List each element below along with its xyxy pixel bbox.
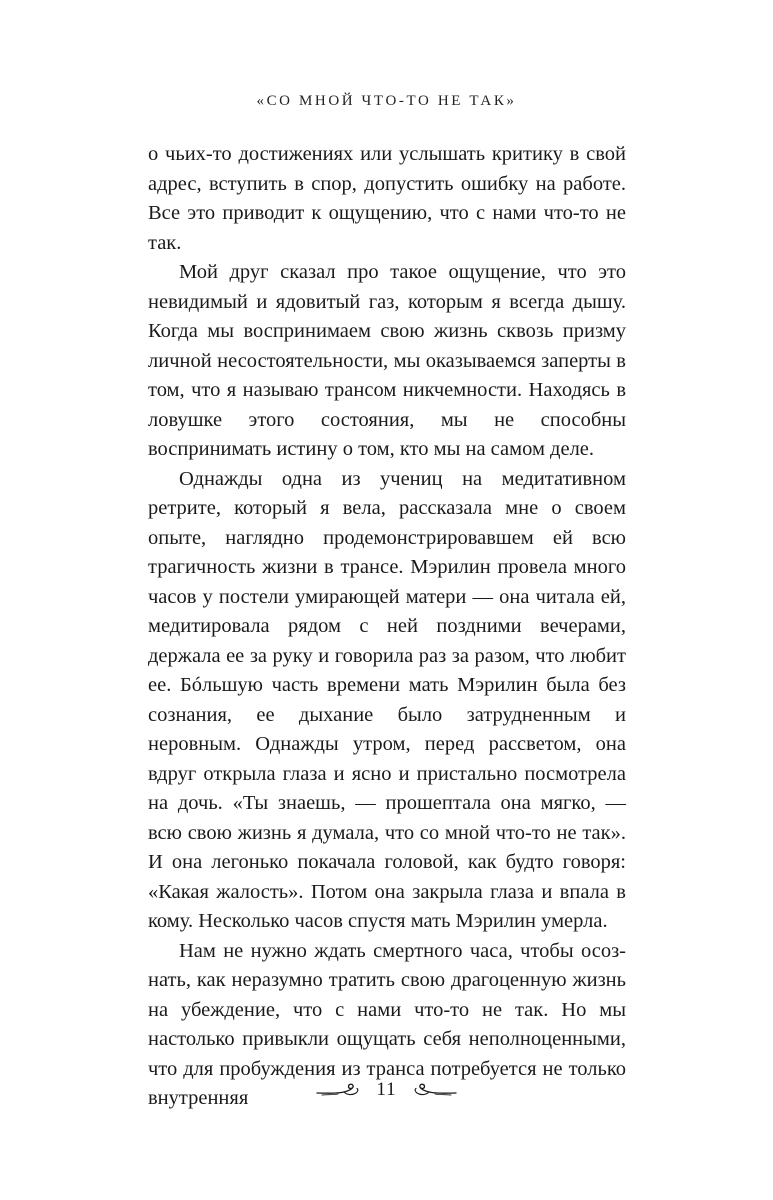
paragraph: Однажды одна из учениц на медитативном ретрите, который я вела, рассказала мне о своем опыте, наглядно продемонстрировавшем ей всю трагичность жизни в трансе. Мэрилин провела много часов у постели умирающей матери — она читала ей, медитировала рядом с ней поздними вечерами, держала ее за руку и говорила раз за разом, что любит ее. Бóльшую часть времени мать Мэрилин была без сознания, ее дыхание было затрудненным и неровным. Однажды утром, перед рассветом, она вдруг открыла глаза и ясно и пристально посмотрела на дочь. «Ты знаешь, — прошептала она мягко, — всю свою жизнь я думала, что со мной что-то не так». И она легонько покачала головой, как будто говоря: «Какая жалость». Потом она закрыла глаза и впала в кому. Несколько часов спустя мать Мэрилин умерла. — [148, 467, 626, 932]
paragraph: Мой друг сказал про такое ощущение, что это невидимый и ядовитый газ, которым я всегда дышу. Когда мы воспринимаем свою жизнь сквозь призму личной несостоятельности, мы оказываемся заперты в том, что я называю трансом никчемности. Находясь в ловушке этого состояния, мы не способны воспринимать истину о том, кто мы на самом деле. — [148, 261, 626, 460]
page-number: 11 — [376, 1079, 397, 1100]
folio — [0, 1079, 773, 1101]
flourish-right-icon — [413, 1082, 457, 1098]
paragraph: Нам не нужно ждать смертного часа, чтобы осознать, как неразумно тратить свою драгоценную жизнь на убеждение, что с нами что-то не так. Но мы настолько привыкли ощущать себя неполноценными, что для пробуждения из транса потребуется не только внутренняя — [148, 939, 626, 1109]
running-header: «СО МНОЙ ЧТО-ТО НЕ ТАК» — [256, 93, 517, 109]
body-text — [148, 140, 626, 1114]
flourish-left-icon — [316, 1082, 360, 1098]
paragraph: о чьих-то достижениях или услышать критику в свой адрес, вступить в спор, допустить ошибку на работе. Все это приводит к ощущению, что с нами что-то не так. — [148, 143, 626, 254]
